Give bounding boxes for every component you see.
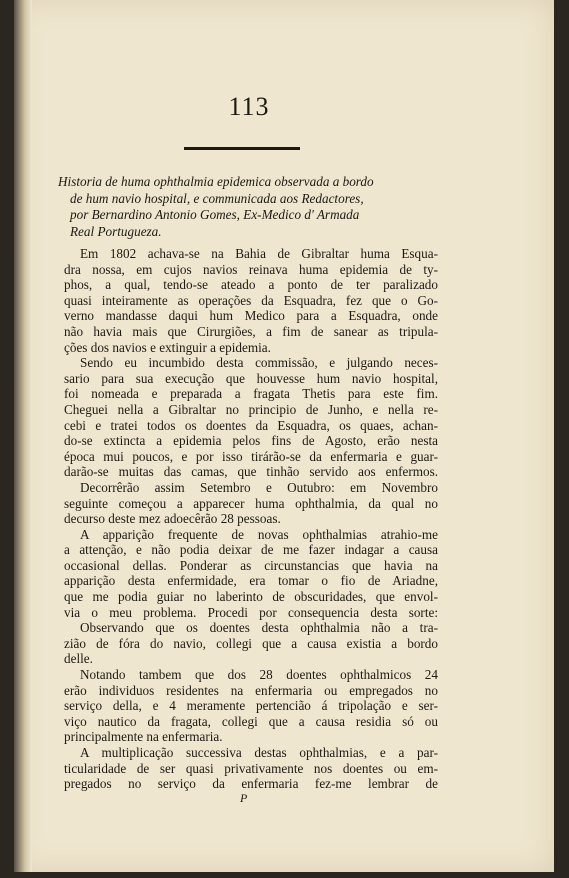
body-line: A multiplicação successiva destas ophthalmias, e a par-	[80, 745, 438, 760]
body-line: decurso deste mez adoecêrão 28 pessoas.	[64, 511, 281, 527]
body-line: apparição desta enfermidade, era tomar o fio de Ariadne,	[64, 573, 438, 589]
body-line: erão individuos residentes na enfermaria ou empregados no	[64, 682, 438, 698]
body-line: a attenção, e não podia deixar de me fazer indagar a causa	[64, 542, 438, 558]
body-line: delle.	[64, 651, 93, 667]
body-line: que me podia guiar no laberinto de obscuridades, que envol-	[64, 589, 438, 605]
body-line: Sendo eu incumbido desta commissão, e julgando neces-	[80, 355, 438, 371]
body-line: darão-se muitas das camas, que tinhão servido aos enfermos.	[64, 464, 438, 480]
body-line: época mui poucos, e por isso tirárão-se da enfermaria e guar-	[64, 448, 438, 464]
body-line: ticularidade de ser quasi privativamente nos doentes ou em-	[64, 760, 438, 776]
article-body	[64, 246, 438, 792]
body-line: zião de fóra do navio, collegi que a causa existia a bordo	[64, 635, 438, 651]
body-line: sario para sua execução que houvesse hum navio hospital,	[64, 370, 438, 386]
signature-mark: P	[240, 791, 248, 805]
page-gutter-edge	[14, 0, 32, 872]
body-line: Em 1802 achava-se na Bahia de Gibraltar huma Esqua-	[80, 246, 438, 261]
body-line: cebi e tratei todos os doentes da Esquadra, os quaes, achan-	[64, 417, 438, 433]
body-line: A apparição frequente de novas ophthalmias atrahio-me	[80, 526, 438, 542]
body-line: não havia mais que Cirurgiões, a fim de sanear as tripula-	[64, 323, 438, 339]
body-line: occasional dellas. Ponderar as circunstancias que havia na	[64, 557, 438, 573]
body-line: seguinte começou a apparecer huma ophthalmia, da qual no	[64, 495, 438, 511]
body-line: phos, a qual, tendo-se ateado a ponto de ter paralizado	[64, 277, 438, 293]
body-line: viço nautico da fragata, collegi que a causa residia só ou	[64, 713, 438, 729]
body-line: dra nossa, em cujos navios reinava huma epidemia de ty-	[64, 261, 438, 277]
title-line: Real Portugueza.	[70, 223, 162, 239]
body-line: ções dos navios e extinguir a epidemia.	[64, 339, 271, 355]
title-rule-divider	[184, 147, 300, 150]
body-line: do-se extincta a epidemia pelos fins de Agosto, erão nesta	[64, 433, 438, 449]
body-line: verno mandasse daqui hum Medico para a Esquadra, onde	[64, 308, 438, 324]
body-line: Notando tambem que dos 28 doentes ophthalmicos 24	[80, 667, 438, 683]
body-line: Decorrêrão assim Setembro e Outubro: em Novembro	[80, 479, 438, 495]
title-line: de hum navio hospital, e communicada aos Redactores,	[70, 190, 364, 206]
body-line: foi nomeada e preparada a fragata Thetis para este fim.	[64, 386, 438, 402]
body-line: principalmente na enfermaria.	[64, 729, 223, 745]
body-line: quasi inteiramente as operações da Esquadra, fez que o Go-	[64, 292, 438, 308]
body-line: Observando que os doentes desta ophthalmia não a tra-	[80, 620, 438, 636]
title-line: Historia de huma ophthalmia epidemica observada a bordo	[58, 174, 374, 189]
body-line: via o meu problema. Procedi por consequencia desta sorte:	[64, 604, 438, 620]
body-line: pregados no serviço da enfermaria fez-me lembrar de	[64, 776, 438, 792]
body-line: serviço della, e 4 meramente pertencião á tripolação e ser-	[64, 698, 438, 714]
book-page	[14, 0, 554, 872]
article-title	[58, 174, 438, 240]
body-line: Cheguei nella a Gibraltar no principio de Junho, e nella re-	[64, 401, 438, 417]
page-number: 113	[228, 92, 270, 121]
title-line: por Bernardino Antonio Gomes, Ex-Medico d' Armada	[70, 207, 360, 222]
